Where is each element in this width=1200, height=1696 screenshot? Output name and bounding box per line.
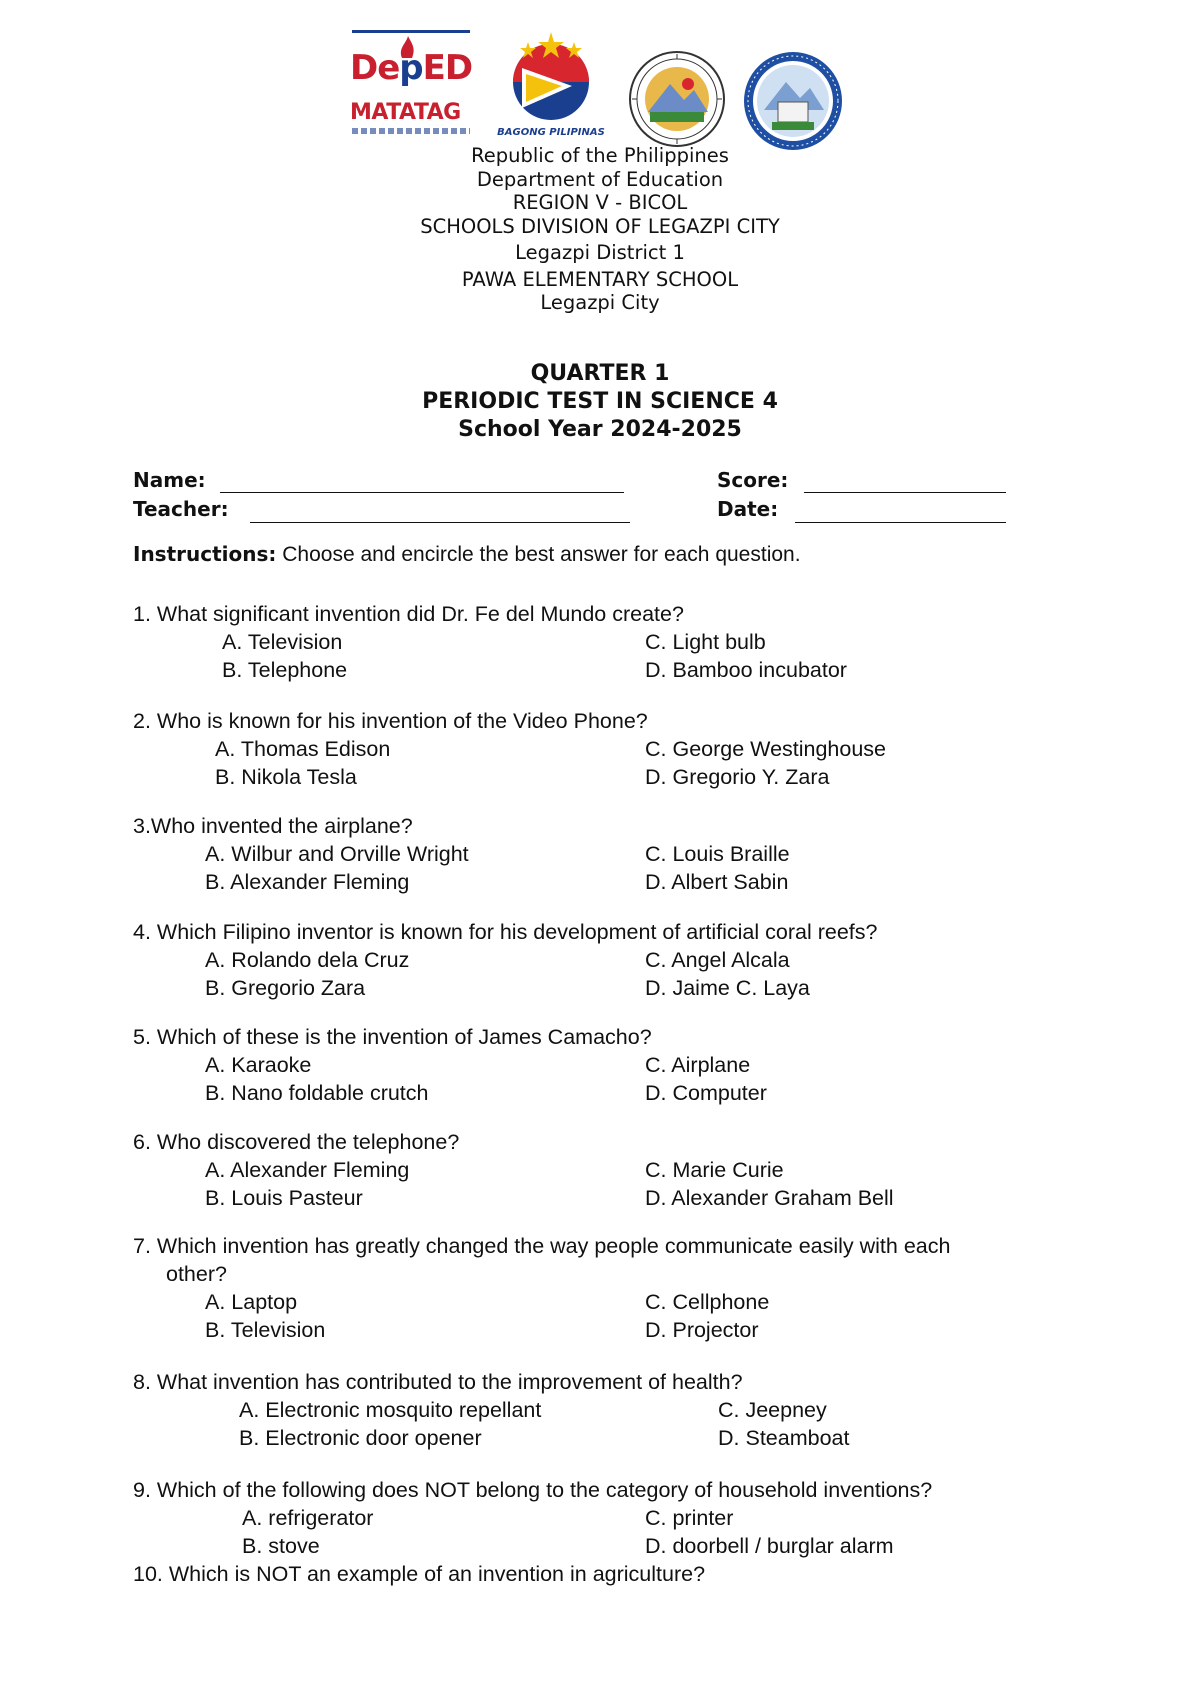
district-line: Legazpi District 1	[515, 241, 685, 264]
option-9a[interactable]: A. refrigerator	[242, 1506, 374, 1530]
option-7d[interactable]: D. Projector	[645, 1318, 759, 1342]
option-5a[interactable]: A. Karaoke	[205, 1053, 312, 1077]
option-6b[interactable]: B. Louis Pasteur	[205, 1186, 363, 1210]
option-8d[interactable]: D. Steamboat	[718, 1426, 850, 1450]
teacher-input-line[interactable]	[250, 522, 630, 523]
name-field: Name:	[133, 468, 206, 492]
question-3: 3.Who invented the airplane?	[133, 814, 413, 838]
option-4a[interactable]: A. Rolando dela Cruz	[205, 948, 410, 972]
option-1a[interactable]: A. Television	[222, 630, 343, 654]
option-7b[interactable]: B. Television	[205, 1318, 326, 1342]
region-line: REGION V - BICOL	[512, 191, 688, 214]
option-9b[interactable]: B. stove	[242, 1534, 320, 1558]
option-5d[interactable]: D. Computer	[645, 1081, 767, 1105]
test-name-title: PERIODIC TEST IN SCIENCE 4	[422, 389, 778, 414]
option-7c[interactable]: C. Cellphone	[645, 1290, 770, 1314]
question-1: 1. What significant invention did Dr. Fe del Mundo create?	[133, 602, 684, 626]
date-input-line[interactable]	[795, 522, 1006, 523]
teacher-field: Teacher:	[133, 497, 229, 521]
option-6a[interactable]: A. Alexander Fleming	[205, 1158, 410, 1182]
question-7: 7. Which invention has greatly changed the way people communicate easily with each	[133, 1234, 951, 1258]
score-input-line[interactable]	[804, 492, 1006, 493]
school-year-title: School Year 2024-2025	[458, 417, 742, 442]
option-8c[interactable]: C. Jeepney	[718, 1398, 827, 1422]
option-1c[interactable]: C. Light bulb	[645, 630, 766, 654]
option-6c[interactable]: C. Marie Curie	[645, 1158, 784, 1182]
question-10: 10. Which is NOT an example of an invention in agriculture?	[133, 1562, 706, 1586]
score-field: Score:	[717, 468, 789, 492]
instructions: Instructions: Choose and encircle the best answer for each question.	[133, 542, 801, 566]
option-4d[interactable]: D. Jaime C. Laya	[645, 976, 810, 1000]
option-4c[interactable]: C. Angel Alcala	[645, 948, 790, 972]
department-line: Department of Education	[476, 167, 724, 191]
school-header	[0, 144, 1200, 315]
option-2b[interactable]: B. Nikola Tesla	[215, 765, 357, 789]
test-title	[0, 360, 1200, 444]
option-7a[interactable]: A. Laptop	[205, 1290, 298, 1314]
option-9d[interactable]: D. doorbell / burglar alarm	[645, 1534, 894, 1558]
bagong-pilipinas-logo: BAGONG PILIPINAS	[492, 28, 610, 140]
school-line: PAWA ELEMENTARY SCHOOL	[461, 267, 739, 291]
option-6d[interactable]: D. Alexander Graham Bell	[645, 1186, 894, 1210]
question-4: 4. Which Filipino inventor is known for his development of artificial coral reefs?	[133, 920, 878, 944]
option-3d[interactable]: D. Albert Sabin	[645, 870, 789, 894]
option-1d[interactable]: D. Bamboo incubator	[645, 658, 847, 682]
question-8: 8. What invention has contributed to the improvement of health?	[133, 1370, 743, 1394]
logo-row	[0, 28, 1200, 148]
question-9: 9. Which of the following does NOT belong to the category of household inventions?	[133, 1478, 933, 1502]
question-5: 5. Which of these is the invention of James Camacho?	[133, 1025, 652, 1049]
question-6: 6. Who discovered the telephone?	[133, 1130, 460, 1154]
question-2: 2. Who is known for his invention of the Video Phone?	[133, 709, 648, 733]
division-line: SCHOOLS DIVISION OF LEGAZPI CITY	[420, 214, 780, 238]
option-3a[interactable]: A. Wilbur and Orville Wright	[205, 842, 469, 866]
option-5b[interactable]: B. Nano foldable crutch	[205, 1081, 429, 1105]
option-2c[interactable]: C. George Westinghouse	[645, 737, 887, 761]
city-line: Legazpi City	[540, 291, 660, 314]
option-8a[interactable]: A. Electronic mosquito repellant	[239, 1398, 542, 1422]
option-9c[interactable]: C. printer	[645, 1506, 734, 1530]
republic-line: Republic of the Philippines	[471, 144, 729, 167]
deped-matatag-logo: DepED MATATAG	[350, 28, 472, 140]
school-seal	[742, 50, 844, 152]
quarter-title: QUARTER 1	[530, 361, 670, 386]
option-5c[interactable]: C. Airplane	[645, 1053, 751, 1077]
option-2a[interactable]: A. Thomas Edison	[215, 737, 391, 761]
option-3b[interactable]: B. Alexander Fleming	[205, 870, 410, 894]
name-input-line[interactable]	[220, 492, 624, 493]
option-3c[interactable]: C. Louis Braille	[645, 842, 790, 866]
question-7-continued: other?	[166, 1262, 227, 1286]
option-8b[interactable]: B. Electronic door opener	[239, 1426, 482, 1450]
option-2d[interactable]: D. Gregorio Y. Zara	[645, 765, 830, 789]
department-of-education-seal	[628, 50, 726, 148]
bagong-pilipinas-emblem	[492, 28, 610, 128]
option-4b[interactable]: B. Gregorio Zara	[205, 976, 366, 1000]
option-1b[interactable]: B. Telephone	[222, 658, 348, 682]
date-field: Date:	[717, 497, 779, 521]
